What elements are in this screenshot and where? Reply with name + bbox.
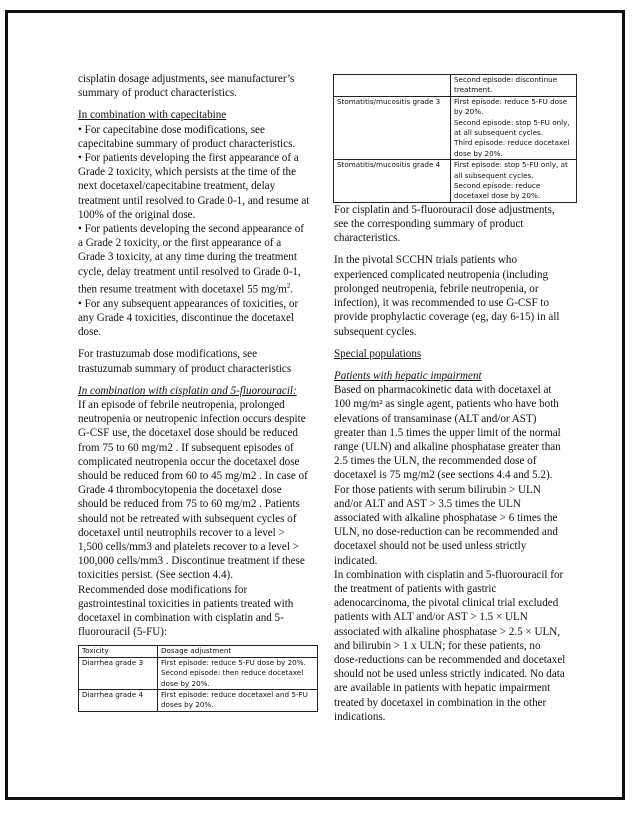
toxicity-cell: [334, 75, 451, 97]
adjustment-line: Second episode: reduce docetaxel dose by 20%.: [454, 181, 541, 201]
cisplatin-5fu-adjustments-text: For cisplatin and 5-fluorouracil dose adjustments, see the corresponding summary of product characteristics.: [334, 203, 555, 245]
capecitabine-bullet-4: • For any subsequent appearances of toxicities, or any Grade 4 toxicities, discontinue the docetaxel dose.: [78, 297, 299, 339]
adjustment-line: Second episode: then reduce docetaxel dose by 20%.: [161, 668, 304, 688]
capecitabine-heading: In combination with capecitabine: [78, 109, 227, 122]
toxicity-cell: Stomatitis/mucositis grade 3: [334, 96, 451, 159]
header-toxicity: Toxicity: [79, 646, 158, 657]
header-dosage-adjustment: Dosage adjustment: [158, 646, 318, 657]
cisplatin-adjustments-text: cisplatin dosage adjustments, see manufacturer’s summary of product characteristics.: [78, 73, 295, 100]
hepatic-impairment-heading: Patients with hepatic impairment: [334, 369, 482, 382]
table-row: [334, 96, 577, 159]
right-column: [334, 74, 570, 724]
adjustment-cell: [451, 75, 577, 97]
capecitabine-bullet-3-text: • For patients developing the second appearance of a Grade 2 toxicity, or the first appearance of a Grade 3 toxicity, at any time during the treatment cycle, delay treatment until resolved to Grade 0-1, then resume treatment with docetaxel 55 mg/m: [78, 223, 304, 296]
capecitabine-bullet-2: • For patients developing the first appearance of a Grade 2 toxicity, which persists at the time of the next docetaxel/capecitabine treatment, delay treatment until resolved to Grade 0-1, and resume at 100% of the original dose.: [78, 152, 310, 221]
gi-toxicity-table: [78, 645, 318, 711]
adjustment-cell: [158, 690, 318, 712]
table-row: [334, 160, 577, 203]
table-row: [334, 75, 577, 97]
toxicity-cell: Stomatitis/mucositis grade 4: [334, 160, 451, 203]
table-row: [79, 657, 318, 689]
toxicity-cell: Diarrhea grade 3: [79, 657, 158, 689]
special-populations-heading: Special populations: [334, 347, 422, 360]
scchn-trials-text: In the pivotal SCCHN trials patients who experienced complicated neutropenia (including prolonged neutropenia, febrile neutropenia, or infection), it was recommended to use G-CSF to provide prophylactic coverage (eg, day 6-15) in all subsequent cycles.: [334, 254, 560, 338]
table-header-row: [79, 646, 318, 657]
toxicity-cell: Diarrhea grade 4: [79, 690, 158, 712]
table-row: [79, 690, 318, 712]
adjustment-line: Second episode: stop 5-FU only, at all subsequent cycles.: [454, 117, 570, 138]
hepatic-impairment-body-1: Based on pharmacokinetic data with docetaxel at 100 mg/m² as single agent, patients who have both elevations of transaminase (ALT and/or AST) greater than 1.5 times the upper limit of the normal range (ULN) and alkaline phosphatase greater than 2.5 times the ULN, the recommended dose of docetaxel is 75 mg/m2 (see sections 4.4 and 5.2). For those patients with serum bilirubin > ULN and/or ALT and AST > 3.5 times the ULN associated with alkaline phosphatase > 6 times the ULN, no dose-reduction can be recommended and docetaxel should not be used unless strictly indicated.: [334, 384, 561, 567]
cisplatin-5fu-body: If an episode of febrile neutropenia, prolonged neutropenia or neutropenic infection occurs despite G-CSF use, the docetaxel dose should be reduced from 75 to 60 mg/m2 . If subsequent episodes of complicated neutropenia occur the docetaxel dose should be reduced from 60 to 45 mg/m2 . In case of Grade 4 thrombocytopenia the docetaxel dose should be reduced from 75 to 60 mg/m2 . Patients should not be retreated with subsequent cycles of docetaxel until neutrophils recover to a level > 1,500 cells/mm3 and platelets recover to a level > 100,000 cells/mm3 . Discontinue treatment if these toxicities persist. (See section 4.4).: [78, 398, 308, 582]
adjustment-line: First episode: reduce docetaxel and 5-FU doses by 20%.: [161, 690, 308, 710]
adjustment-line: First episode: reduce 5-FU dose by 20%.: [161, 657, 306, 667]
adjustment-cell: [451, 96, 577, 159]
adjustment-line: First episode: reduce 5-FU dose by 20%.: [454, 96, 568, 117]
capecitabine-bullet-3: [78, 222, 310, 297]
superscript: 2: [286, 281, 291, 290]
stomatitis-table: [333, 74, 577, 203]
adjustment-line: First episode: stop 5-FU only, at all subsequent cycles.: [454, 160, 568, 180]
adjustment-line: Second episode: discontinue treatment.: [454, 75, 558, 95]
left-column: [78, 72, 310, 712]
capecitabine-bullet-1: • For capecitabine dose modifications, see capecitabine summary of product characteristics.: [78, 123, 296, 150]
trastuzumab-text: For trastuzumab dose modifications, see trastuzumab summary of product characteristics: [78, 348, 292, 375]
hepatic-impairment-body-2: In combination with cisplatin and 5-fluorouracil for the treatment of patients with gastric adenocarcinoma, the pivotal clinical trial excluded patients with ALT and/or AST > 1.5 × ULN associated with alkaline phosphatase > 2.5 × ULN, and bilirubin > 1 x ULN; for these patients, no dose-reductions can be recommended and docetaxel should not be used unless strictly indicated. No data are available in patients with hepatic impairment treated by docetaxel in combination in the other indications.: [334, 568, 566, 723]
adjustment-cell: [158, 657, 318, 689]
adjustment-cell: [451, 160, 577, 203]
bullet-3-end: .: [290, 283, 294, 296]
cisplatin-5fu-heading: In combination with cisplatin and 5-fluorouracil:: [78, 384, 297, 397]
gi-toxicities-intro: Recommended dose modifications for gastrointestinal toxicities in patients treated with docetaxel in combination with cisplatin and 5-fluorouracil (5-FU):: [78, 583, 294, 639]
adjustment-line: Third episode: reduce docetaxel dose by 20%.: [454, 138, 570, 158]
